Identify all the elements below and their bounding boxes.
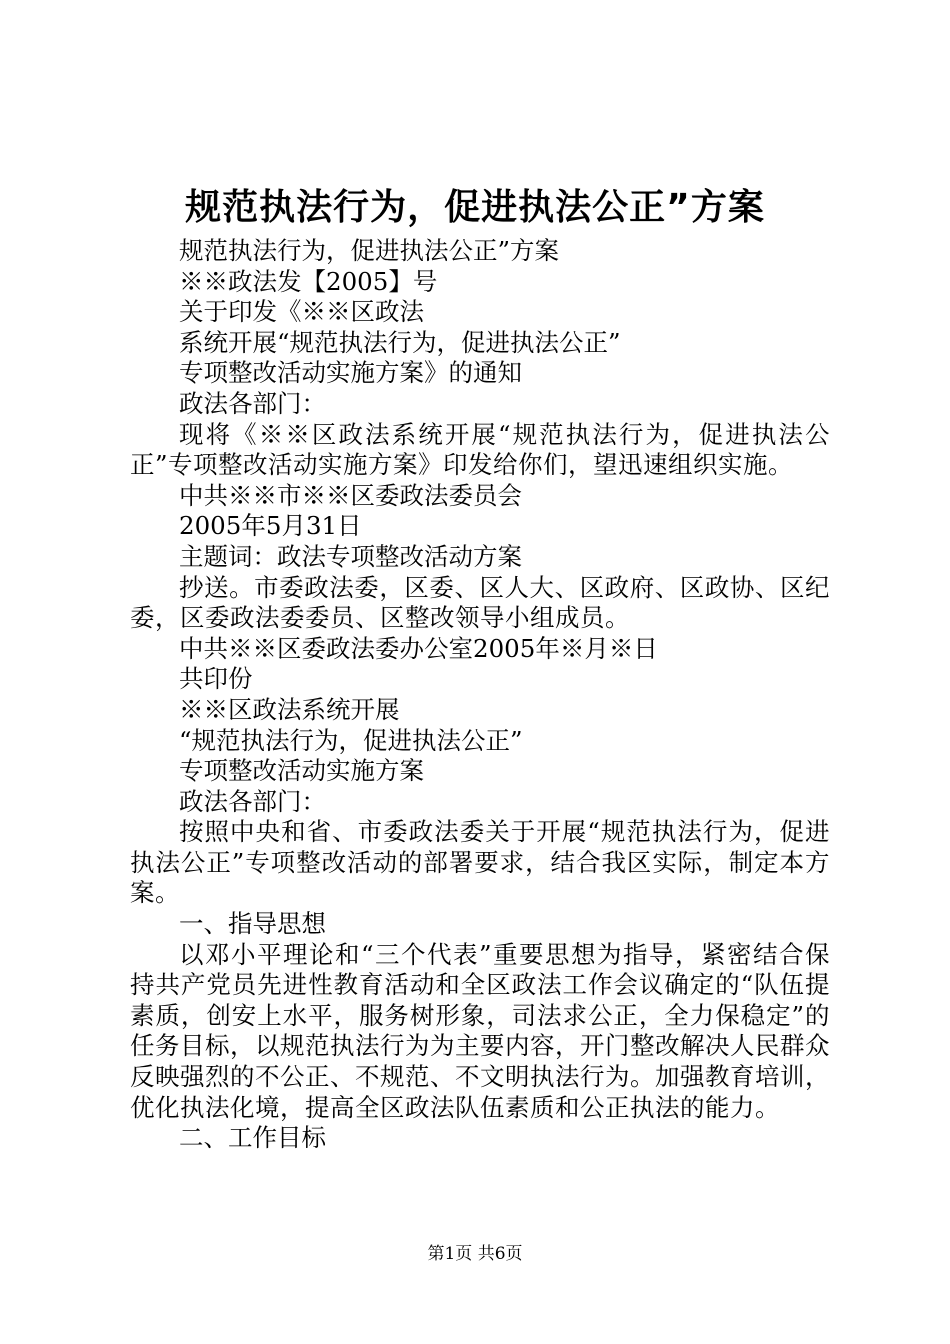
paragraph: ※※区政法系统开展 — [179, 694, 400, 724]
document-number: ※※政法发【2005】号 — [179, 266, 438, 296]
salutation: 政法各部门： — [179, 388, 326, 418]
paragraph: 规范执法行为，促进执法公正”方案 — [179, 236, 560, 265]
section-heading: 一、指导思想 — [179, 909, 326, 939]
paragraph: 系统开展“规范执法行为，促进执法公正” — [179, 327, 621, 357]
paragraph: 专项整改活动实施方案》的通知 — [179, 358, 522, 388]
salutation: 政法各部门： — [179, 786, 326, 816]
print-count: 共印份 — [179, 664, 253, 694]
document-body — [130, 236, 830, 1154]
issue-date: 2005年5月31日 — [179, 511, 362, 541]
paragraph: 以邓小平理论和“三个代表”重要思想为指导，紧密结合保持共产党员先进性教育活动和全区政法工作会议确定的“队伍提素质，创安上水平，服务树形象，司法求公正，全力保稳定”的任务目标，以规范执法行为为主要内容，开门整改解决人民群众反映强烈的不公正、不规范、不文明执法行为。加强教育培训，优化执法化境，提高全区政法队伍素质和公正执法的能力。 — [130, 939, 830, 1122]
paragraph: “规范执法行为，促进执法公正” — [179, 725, 523, 755]
paragraph: 关于印发《※※区政法 — [179, 297, 424, 327]
subject-words: 主题词：政法专项整改活动方案 — [179, 541, 522, 571]
paragraph: 现将《※※区政法系统开展“规范执法行为，促进执法公正”专项整改活动实施方案》印发给你们，望迅速组织实施。 — [130, 419, 830, 480]
cc-list: 抄送。市委政法委，区委、区人大、区政府、区政协、区纪委，区委政法委委员、区整改领导小组成员。 — [130, 572, 830, 633]
section-heading: 二、工作目标 — [179, 1123, 326, 1153]
print-info: 中共※※区委政法委办公室2005年※月※日 — [179, 633, 658, 663]
issuer: 中共※※市※※区委政法委员会 — [179, 480, 522, 510]
document-title: 规范执法行为，促进执法公正”方案 — [185, 187, 765, 228]
paragraph: 按照中央和省、市委政法委关于开展“规范执法行为，促进执法公正”专项整改活动的部署要求，结合我区实际，制定本方案。 — [130, 817, 830, 908]
paragraph: 专项整改活动实施方案 — [179, 756, 424, 786]
page-footer: 第1页 共6页 — [427, 1244, 523, 1264]
